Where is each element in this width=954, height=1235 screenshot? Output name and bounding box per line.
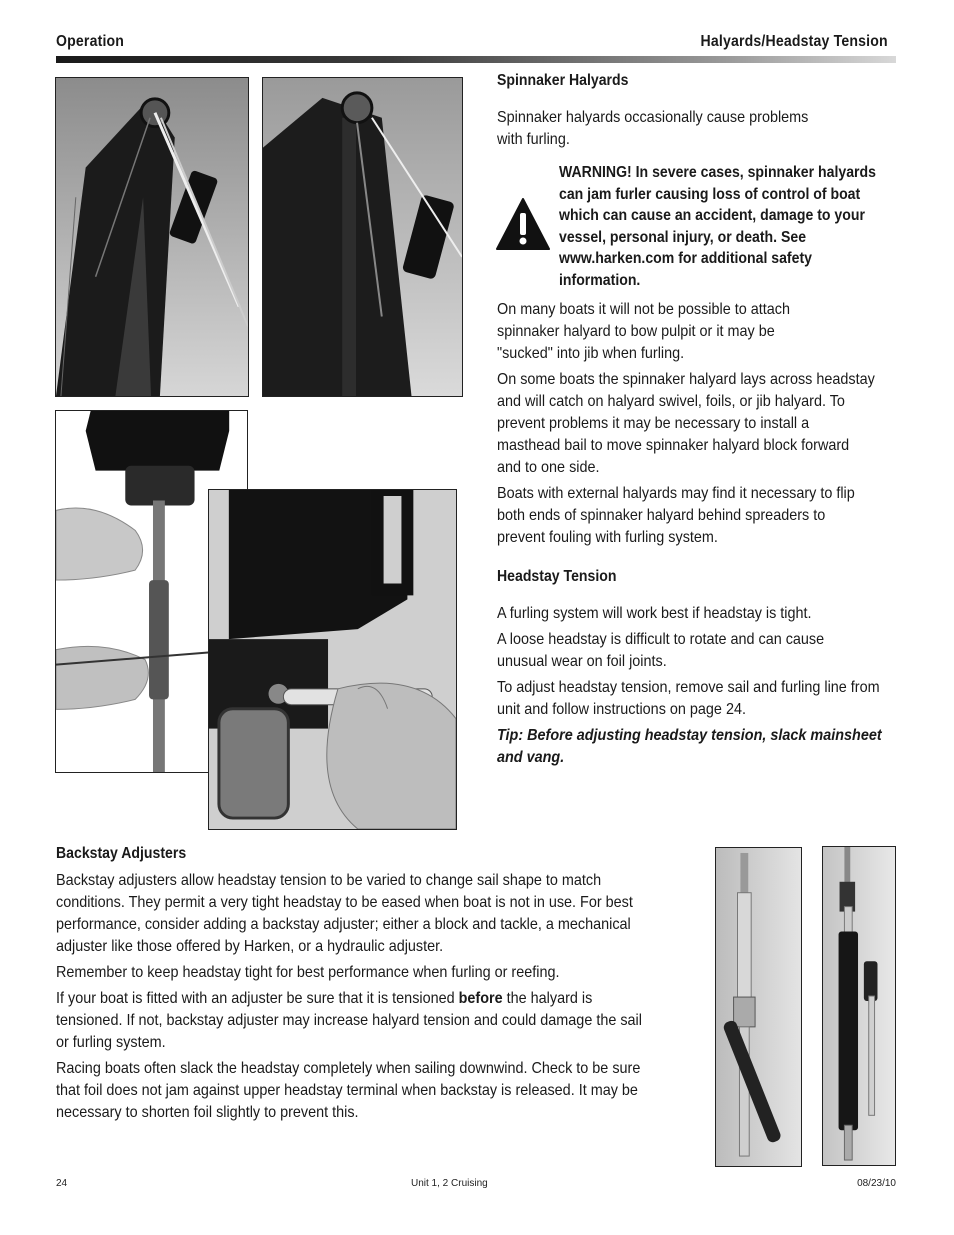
spinnaker-paragraph-2: On some boats the spinnaker halyard lays across headstay and will catch on halyard swivel, foils, or jib halyard. To prevent problems it may be necessary to install a masthead bail to move spinnaker halyard block forward and to one side.	[497, 371, 875, 476]
headstay-paragraph-3: To adjust headstay tension, remove sail and furling line from unit and follow instructions on page 24.	[497, 679, 880, 718]
spinnaker-intro-text: Spinnaker halyards occasionally cause problems with furling.	[497, 109, 809, 148]
footer-unit-label: Unit 1, 2 Cruising	[411, 1178, 488, 1189]
spinnaker-warning-text: WARNING! In severe cases, spinnaker halyards can jam furler causing loss of control of boat which can cause an accident, damage to your vessel, personal injury, or death. See www.harken.com for additional safety information.	[559, 164, 876, 289]
backstay-paragraph-4: Racing boats often slack the headstay completely when sailing downwind. Check to be sure that foil does not jam against upper headstay terminal when backstay is released. It may be necessary to shorten foil slightly to prevent this.	[56, 1060, 641, 1121]
header-rule	[56, 56, 896, 63]
hydraulic-backstay-adjuster-photo	[822, 846, 896, 1166]
backstay-paragraph-1: Backstay adjusters allow headstay tension to be varied to change sail shape to match conditions. They permit a very tight headstay to be eased when boat is not in use. For best performance, consider adding a backstay adjuster; either a block and tackle, a mechanical adjuster like those offered by Harken, or a hydraulic adjuster.	[56, 872, 633, 955]
backstay-paragraph-3	[56, 988, 650, 1054]
spinnaker-paragraph-3: Boats with external halyards may find it necessary to flip both ends of spinnaker halyard behind spreaders to prevent fouling with furling system.	[497, 485, 855, 546]
headstay-tension-heading: Headstay Tension	[497, 568, 617, 585]
headstay-tip-text: Tip: Before adjusting headstay tension, slack mainsheet and vang.	[497, 727, 882, 766]
backstay-p3-start: If your boat is fitted with an adjuster be sure that it is tensioned	[56, 990, 459, 1007]
headstay-paragraph-2: A loose headstay is difficult to rotate and can cause unusual wear on foil joints.	[497, 631, 825, 670]
headstay-paragraph-1: A furling system will work best if headstay is tight.	[497, 605, 812, 622]
page-topic-title: Halyards/Headstay Tension	[700, 33, 888, 50]
masthead-swivel-photo-2	[262, 77, 463, 397]
backstay-paragraph-2: Remember to keep headstay tight for best performance when furling or reefing.	[56, 964, 560, 981]
spinnaker-paragraph-1: On many boats it will not be possible to attach spinnaker halyard to bow pulpit or it may be "sucked" into jib when furling.	[497, 301, 790, 362]
backstay-p3-emphasis: before	[458, 990, 503, 1007]
warning-triangle-icon	[495, 196, 551, 252]
footer-page-number: 24	[56, 1178, 68, 1189]
footer-date: 08/23/10	[857, 1178, 896, 1189]
masthead-swivel-photo-1	[55, 77, 249, 397]
spinnaker-halyards-heading: Spinnaker Halyards	[497, 72, 629, 89]
backstay-adjusters-heading: Backstay Adjusters	[56, 845, 187, 862]
backstay-p3-end: the halyard is tensioned. If not, backstay adjuster may increase halyard tension and could damage the sail or furling system.	[56, 990, 642, 1051]
mechanical-backstay-adjuster-photo	[715, 847, 802, 1167]
section-title: Operation	[56, 33, 125, 50]
clevis-pin-photo	[208, 489, 457, 830]
